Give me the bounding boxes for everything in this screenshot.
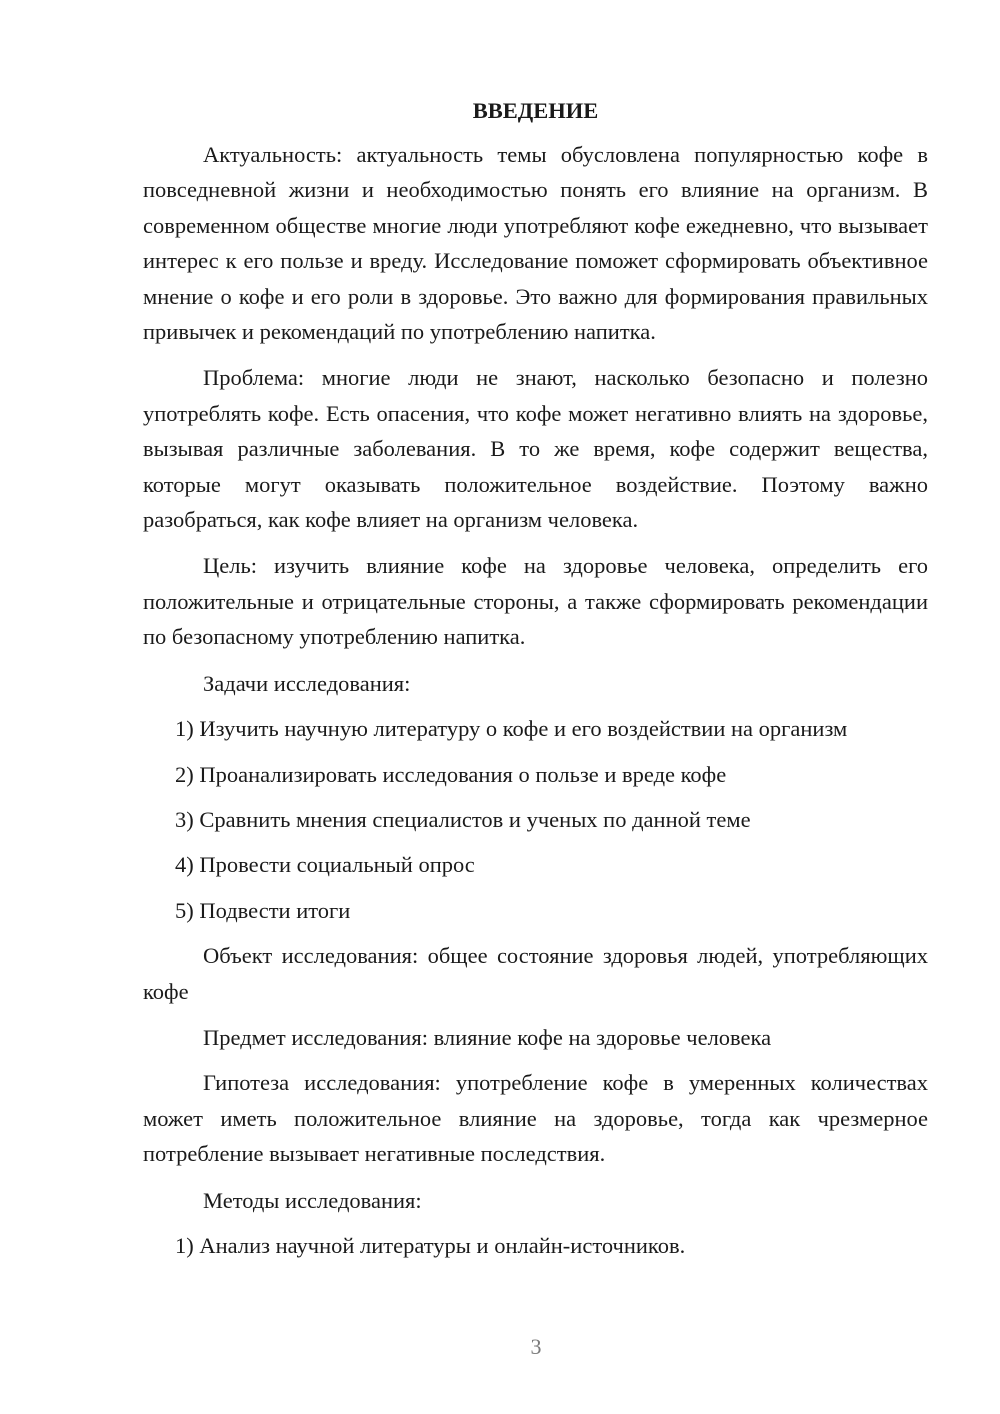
methods-heading: Методы исследования: bbox=[203, 1187, 422, 1213]
hypothesis-paragraph: Гипотеза исследования: употребление кофе в умеренных количествах может иметь положительное влияние на здоровье, тогда как чрезмерное потребление вызывает негативные последствия. bbox=[143, 1070, 928, 1167]
goal-paragraph: Цель: изучить влияние кофе на здоровье человека, определить его положительные и отрицательные стороны, а также сформировать рекомендации по безопасному употреблению напитка. bbox=[143, 553, 928, 650]
list-item: 5) Подвести итоги bbox=[175, 897, 351, 923]
relevance-paragraph: Актуальность: актуальность темы обусловлена популярностью кофе в повседневной жизни и необходимостью понять его влияние на организм. В современном обществе многие люди употребляют кофе ежедневно, что вызывает интерес к его пользе и вреду. Исследование поможет сформировать объективное мнение о кофе и его роли в здоровье. Это важно для формирования правильных привычек и рекомендаций по употреблению напитка. bbox=[143, 142, 928, 345]
page-content bbox=[143, 96, 928, 1273]
list-item: 4) Провести социальный опрос bbox=[175, 852, 475, 878]
tasks-heading: Задачи исследования: bbox=[203, 670, 411, 696]
list-item: 2) Проанализировать исследования о пользе и вреде кофе bbox=[175, 761, 727, 787]
list-item: 1) Анализ научной литературы и онлайн-источников. bbox=[175, 1232, 686, 1258]
methods-list bbox=[143, 1228, 928, 1263]
problem-paragraph: Проблема: многие люди не знают, насколько безопасно и полезно употреблять кофе. Есть опасения, что кофе может негативно влиять на здоровье, вызывая различные заболевания. В то же время, кофе содержит вещества, которые могут оказывать положительное воздействие. Поэтому важно разобраться, как кофе влияет на организм человека. bbox=[143, 365, 928, 533]
object-paragraph: Объект исследования: общее состояние здоровья людей, употребляющих кофе bbox=[143, 943, 928, 1004]
page-title: ВВЕДЕНИЕ bbox=[472, 98, 599, 123]
tasks-list bbox=[143, 711, 928, 928]
subject-paragraph: Предмет исследования: влияние кофе на здоровье человека bbox=[203, 1024, 772, 1050]
list-item: 1) Изучить научную литературу о кофе и его воздействии на организм bbox=[175, 716, 848, 742]
page-number: 3 bbox=[530, 1334, 542, 1359]
list-item: 3) Сравнить мнения специалистов и ученых по данной теме bbox=[175, 806, 751, 832]
